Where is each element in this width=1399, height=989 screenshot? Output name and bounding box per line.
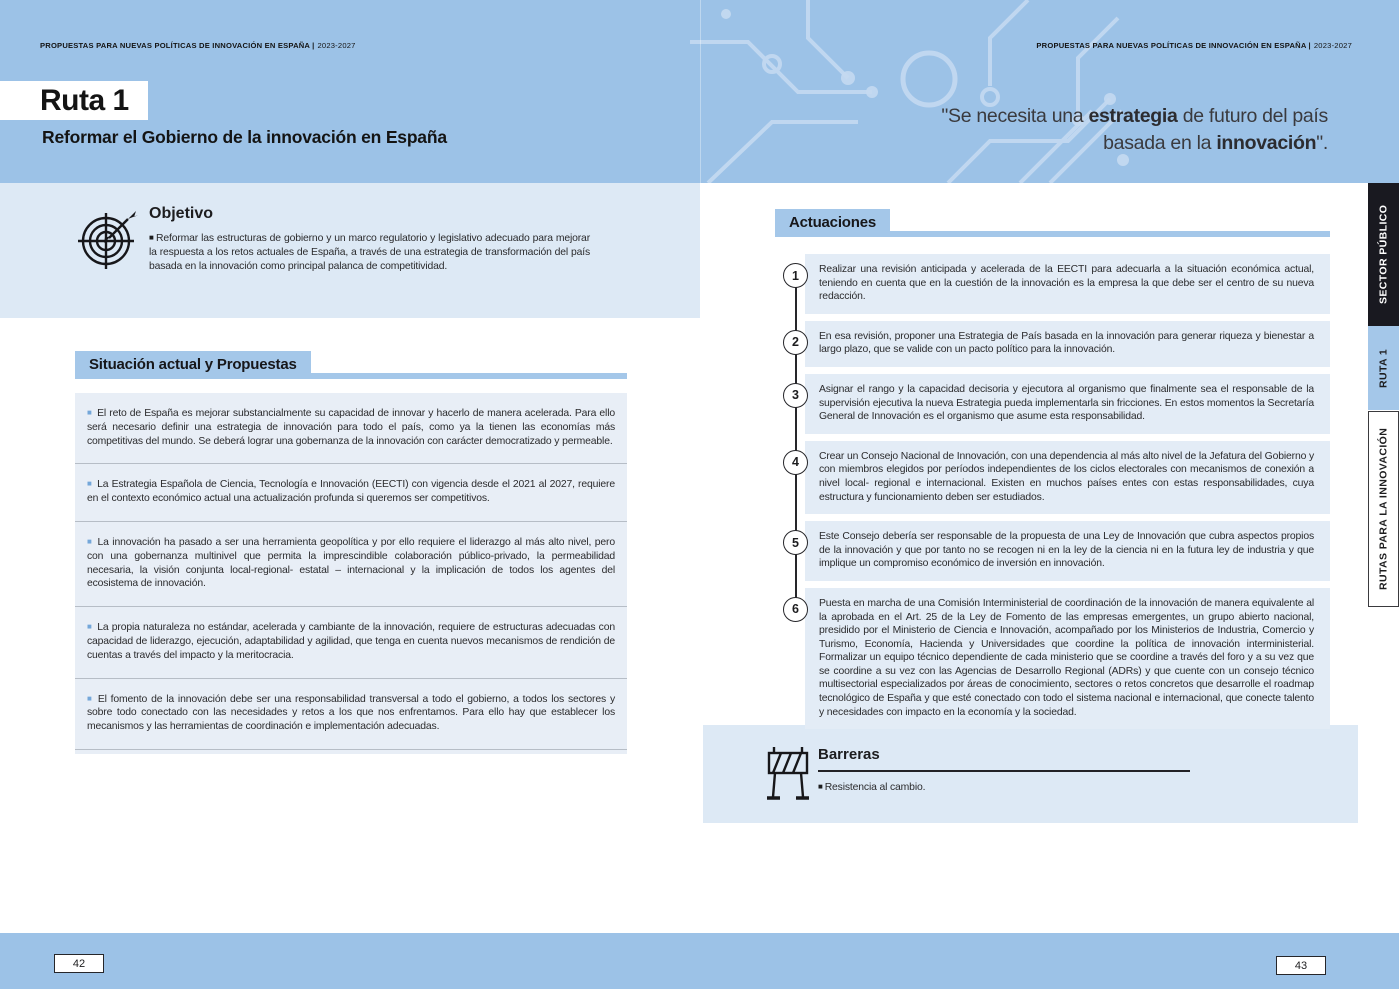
situacion-item — [75, 679, 627, 750]
route-label-box — [0, 81, 148, 120]
quote-text: ". — [1316, 132, 1328, 154]
objetivo-paragraph: Reformar las estructuras de gobierno y un marco regulatorio y legislativo adecuado para mejorar la respuesta a los retos actuales de España, a través de una estrategia de transformación del país basada en la innovación como principal palanca de competitividad. — [149, 233, 591, 272]
bullet-square-icon: ■ — [87, 622, 93, 632]
objetivo-title: Objetivo — [149, 205, 214, 222]
footer-band — [0, 933, 1399, 989]
running-header-title: PROPUESTAS PARA NUEVAS POLÍTICAS DE INNOVACIÓN EN ESPAÑA | — [1036, 41, 1311, 50]
situacion-item-text: El reto de España es mejorar substancialmente su capacidad de innovar y hacerlo de manera acelerada. Para ello será necesario definir una estrategia de innovación para todo el país, como ya la tienen las economías más competitivas del mundo. Se deberá lograr una gobernanza de la innovación con carácter democratizado y permeable. — [87, 408, 615, 447]
bullet-square-icon: ■ — [87, 693, 93, 703]
route-subtitle: Reformar el Gobierno de la innovación en España — [42, 127, 447, 147]
situacion-item — [75, 464, 627, 522]
barreras-underline — [818, 770, 1190, 772]
actuacion-text: Crear un Consejo Nacional de Innovación, con una dependencia al más alto nivel de la Jefatura del Gobierno y con miembros elegidos por períodos independientes de los ciclos electorales con mecanismos de conexión a nivel local- regional e internacional. Existen en muchos países entes con estas responsabilidades, cuya estructura y funcionamiento deben ser estudiados. — [819, 450, 1314, 503]
actuacion-text-box — [805, 588, 1330, 729]
actuacion-text-box — [805, 441, 1330, 514]
actuaciones-title: Actuaciones — [775, 209, 890, 237]
situacion-item — [75, 393, 627, 464]
actuacion-item — [783, 588, 1330, 729]
actuacion-text: Puesta en marcha de una Comisión Interministerial de coordinación de la innovación de manera equivalente al la aprobada en el Art. 25 de la Ley de Fomento de las empresas emergentes, un grupo abierto nacional, presidido por el Ministerio de Ciencia e Innovación, acompañado por los Ministerios de Industria, Comercio y Turismo, Economía, Hacienda y Universidades que coordine la política de innovación interministerial. Formalizar un equipo técnico dependiente de cada ministerio que se coordine a través del foro y a su vez que se coordine a su vez con las Agencias de Desarrollo Regional (ADRs) y que cuente con un consejo técnico multisectorial especializados por áreas de conocimiento, sectores o retos concretos que desarrolle el roadmap tecnológico de España y que esté conectado con todo el sistema nacional e internacional, que conecte talento y necesidades con impacto en la economía y la sociedad. — [819, 597, 1314, 718]
actuacion-number: 5 — [783, 530, 808, 555]
actuacion-number: 1 — [783, 263, 808, 288]
page-number-right: 43 — [1276, 956, 1326, 975]
actuacion-text-box — [805, 521, 1330, 581]
actuacion-item — [783, 254, 1330, 314]
actuacion-number: 6 — [783, 597, 808, 622]
running-header-years: 2023-2027 — [317, 41, 356, 50]
barreras-item — [818, 782, 925, 793]
actuacion-text-box — [805, 374, 1330, 434]
situacion-item — [75, 522, 627, 607]
actuaciones-list — [783, 254, 1330, 736]
running-header-right — [1036, 41, 1352, 50]
situacion-title: Situación actual y Propuestas — [75, 351, 311, 379]
page-number-left: 42 — [54, 954, 104, 973]
barreras-panel — [703, 725, 1358, 823]
bullet-square-icon: ■ — [149, 233, 154, 242]
actuacion-text: Realizar una revisión anticipada y acelerada de la EECTI para adecuarla a la situación económica actual, teniendo en cuenta que en la cuestión de la innovación es la empresa la que debe ser el centro de su nueva redacción. — [819, 264, 1314, 303]
actuacion-text: Asignar el rango y la capacidad decisoria y ejecutora al organismo que finalmente sea el responsable de la supervisión ejecutiva la nueva Estrategia pueda implementarla sin fricciones. En estos momentos la Secretaría General de Innovación es el organismo que asume esta responsabilidad. — [819, 383, 1314, 423]
route-label: Ruta 1 — [40, 84, 129, 117]
actuacion-text-box — [805, 254, 1330, 314]
actuacion-number: 3 — [783, 383, 808, 408]
quote-text: "Se necesita una — [941, 105, 1089, 127]
header-band — [0, 0, 1399, 183]
situacion-item-text: La Estrategia Española de Ciencia, Tecnología e Innovación (EECTI) con vigencia desde el 2021 al 2027, requiere en el contexto económico actual una actualización profunda si queremos ser competitivos. — [87, 479, 615, 505]
actuacion-item — [783, 374, 1330, 434]
side-tab-rutas-para-la-innovacion[interactable]: RUTAS PARA LA INNOVACIÓN — [1368, 411, 1399, 607]
actuacion-item — [783, 521, 1330, 581]
actuaciones-header — [775, 209, 1330, 237]
situacion-header — [75, 351, 627, 379]
barreras-title: Barreras — [818, 746, 880, 763]
actuacion-item — [783, 441, 1330, 514]
actuacion-text-box — [805, 321, 1330, 367]
bullet-square-icon: ■ — [87, 479, 93, 489]
situacion-item — [75, 607, 627, 678]
actuacion-text: En esa revisión, proponer una Estrategia de País basada en la innovación para generar riqueza y bienestar a largo plazo, que se valide con un pacto político para la innovación. — [819, 330, 1314, 356]
quote-bold-estrategia: estrategia — [1088, 105, 1178, 127]
actuacion-number: 2 — [783, 330, 808, 355]
quote-bold-innovacion: innovación — [1216, 132, 1317, 154]
actuacion-number: 4 — [783, 450, 808, 475]
side-tab-ruta-1[interactable]: RUTA 1 — [1368, 326, 1399, 410]
bullet-square-icon: ■ — [87, 408, 93, 417]
barreras-item-text: Resistencia al cambio. — [824, 782, 926, 793]
header-quote — [888, 103, 1328, 157]
side-tab-sector-publico[interactable]: SECTOR PÚBLICO — [1368, 183, 1399, 326]
situacion-item-text: La propia naturaleza no estándar, acelerada y cambiante de la innovación, requiere de estructuras adecuadas con capacidad de liderazgo, ejecución, adaptabilidad y agilidad, que tenga en cuenta nuevos mecanismos de rendición de cuentas a través del impacto y la meritocracia. — [87, 622, 615, 661]
actuacion-text: Este Consejo debería ser responsable de la propuesta de una Ley de Innovación que cubra aspectos propios de la innovación y que por tanto no se recogen ni en la ley de la ciencia ni en la futura ley de industria y que implique un compromiso económico de inversión en innovación. — [819, 531, 1314, 570]
page-gutter-line — [700, 0, 701, 183]
target-icon — [78, 207, 140, 271]
running-header-left — [40, 41, 356, 50]
situacion-item-text: El fomento de la innovación debe ser una responsabilidad transversal a todo el gobierno, a todos los sectores y sobre todo conectado con las necesidades y retos a los que nos enfrentamos. Para ello hay que establecer los mecanismos y las herramientas de coordinación e implementación adecuadas. — [87, 693, 615, 733]
objetivo-text — [149, 232, 590, 273]
bullet-square-icon: ■ — [818, 782, 823, 791]
barrier-icon — [763, 743, 813, 803]
situacion-panel — [75, 393, 627, 754]
situacion-item-text: La innovación ha pasado a ser una herramienta geopolítica y por ello requiere el liderazgo al más alto nivel, pero con una gobernanza multinivel que permita la imprescindible colaboración público-privado, la permeabilidad necesaria, la visión conjunta local-regional- estatal – internacional y la implicación de todos los agentes del ecosistema de innovación. — [87, 536, 615, 590]
running-header-title: PROPUESTAS PARA NUEVAS POLÍTICAS DE INNOVACIÓN EN ESPAÑA | — [40, 41, 315, 50]
bullet-square-icon: ■ — [87, 536, 93, 546]
actuacion-item — [783, 321, 1330, 367]
quote-text: de futuro del país basada en la — [1103, 105, 1328, 154]
running-header-years: 2023-2027 — [1313, 41, 1352, 50]
